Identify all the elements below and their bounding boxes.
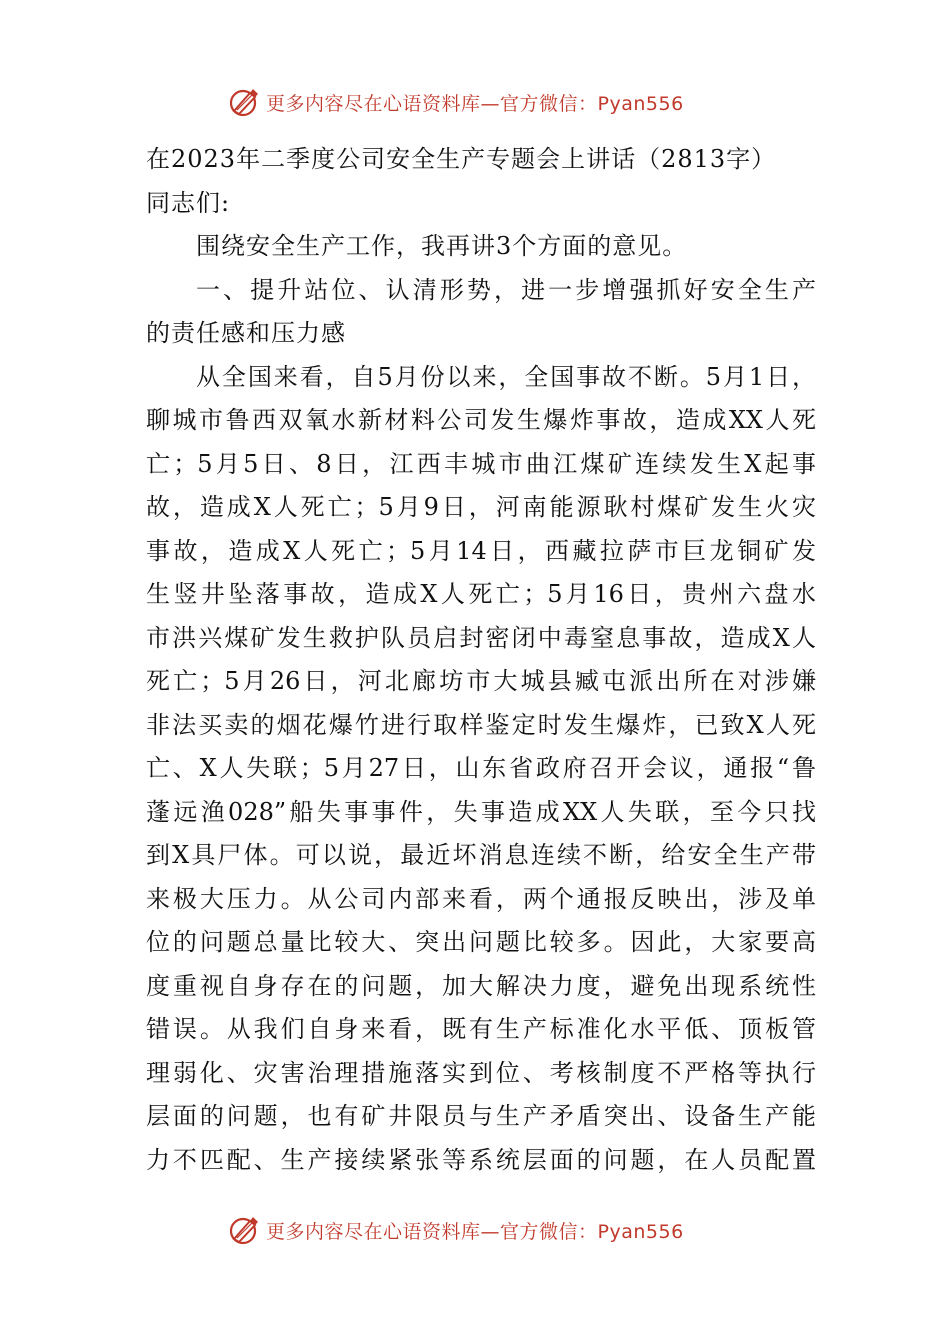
body-text-line: 理弱化、灾害治理措施落实到位、考核制度不严格等执行 [146, 1058, 816, 1087]
body-text-line: 市洪兴煤矿发生救护队员启封密闭中毒窒息事故，造成X人 [146, 623, 816, 652]
body-text-line: 力不匹配、生产接续紧张等系统层面的问题，在人员配置 [146, 1145, 816, 1174]
body-text-line: 度重视自身存在的问题，加大解决力度，避免出现系统性 [146, 971, 816, 1000]
body-text-line: 死亡；5月26日，河北廊坊市大城县臧屯派出所在对涉嫌 [146, 667, 816, 695]
body-text-line: 位的问题总量比较大、突出问题比较多。因此，大家要高 [146, 928, 816, 956]
body-text-line: 层面的问题，也有矿井限员与生产矛盾突出、设备生产能 [146, 1102, 816, 1130]
body-text-line: 来极大压力。从公司内部来看，两个通报反映出，涉及单 [146, 884, 816, 913]
document-title: 在2023年二季度公司安全生产专题会上讲话（2813字） [146, 145, 777, 173]
body-text-line: 到X具尸体。可以说，最近坏消息连续不断，给安全生产带 [146, 841, 816, 869]
body-text-line: 生竖井坠落事故，造成X人死亡；5月16日，贵州六盘水 [146, 580, 816, 608]
section-heading-line: 一、提升站位、认清形势，进一步增强抓好安全生产 [196, 275, 816, 304]
body-text-line: 事故，造成X人死亡；5月14日，西藏拉萨市巨龙铜矿发 [146, 536, 816, 565]
document-body [146, 138, 816, 1182]
body-text-line: 故，造成X人死亡；5月9日，河南能源耿村煤矿发生火灾 [146, 493, 816, 521]
body-text-line: 亡；5月5日、8日，江西丰城市曲江煤矿连续发生X起事 [146, 449, 816, 478]
body-text-line: 非法买卖的烟花爆竹进行取样鉴定时发生爆炸，已致X人死 [146, 710, 816, 739]
pen-nib-logo-icon [228, 1213, 262, 1247]
body-text-line: 从全国来看，自5月份以来，全国事故不断。5月1日， [196, 362, 816, 391]
salutation: 同志们: [146, 188, 231, 217]
body-text-line: 蓬远渔028”船失事事件，失事造成XX人失联，至今只找 [146, 797, 816, 826]
header-watermark-banner [228, 82, 748, 122]
body-text-line: 亡、X人失联；5月27日，山东省政府召开会议，通报“鲁 [146, 754, 816, 782]
pen-nib-logo-icon [228, 85, 262, 119]
body-text-line: 聊城市鲁西双氧水新材料公司发生爆炸事故，造成XX人死 [146, 406, 816, 434]
banner-text: 更多内容尽在心语资料库—官方微信：Pyan556 [266, 1220, 684, 1243]
banner-text: 更多内容尽在心语资料库—官方微信：Pyan556 [266, 92, 684, 115]
body-text-line: 错误。从我们自身来看，既有生产标准化水平低、顶板管 [146, 1015, 816, 1043]
footer-watermark-banner [228, 1210, 748, 1250]
intro-paragraph: 围绕安全生产工作，我再讲3个方面的意见。 [196, 232, 688, 260]
section-heading-line: 的责任感和压力感 [146, 319, 346, 347]
